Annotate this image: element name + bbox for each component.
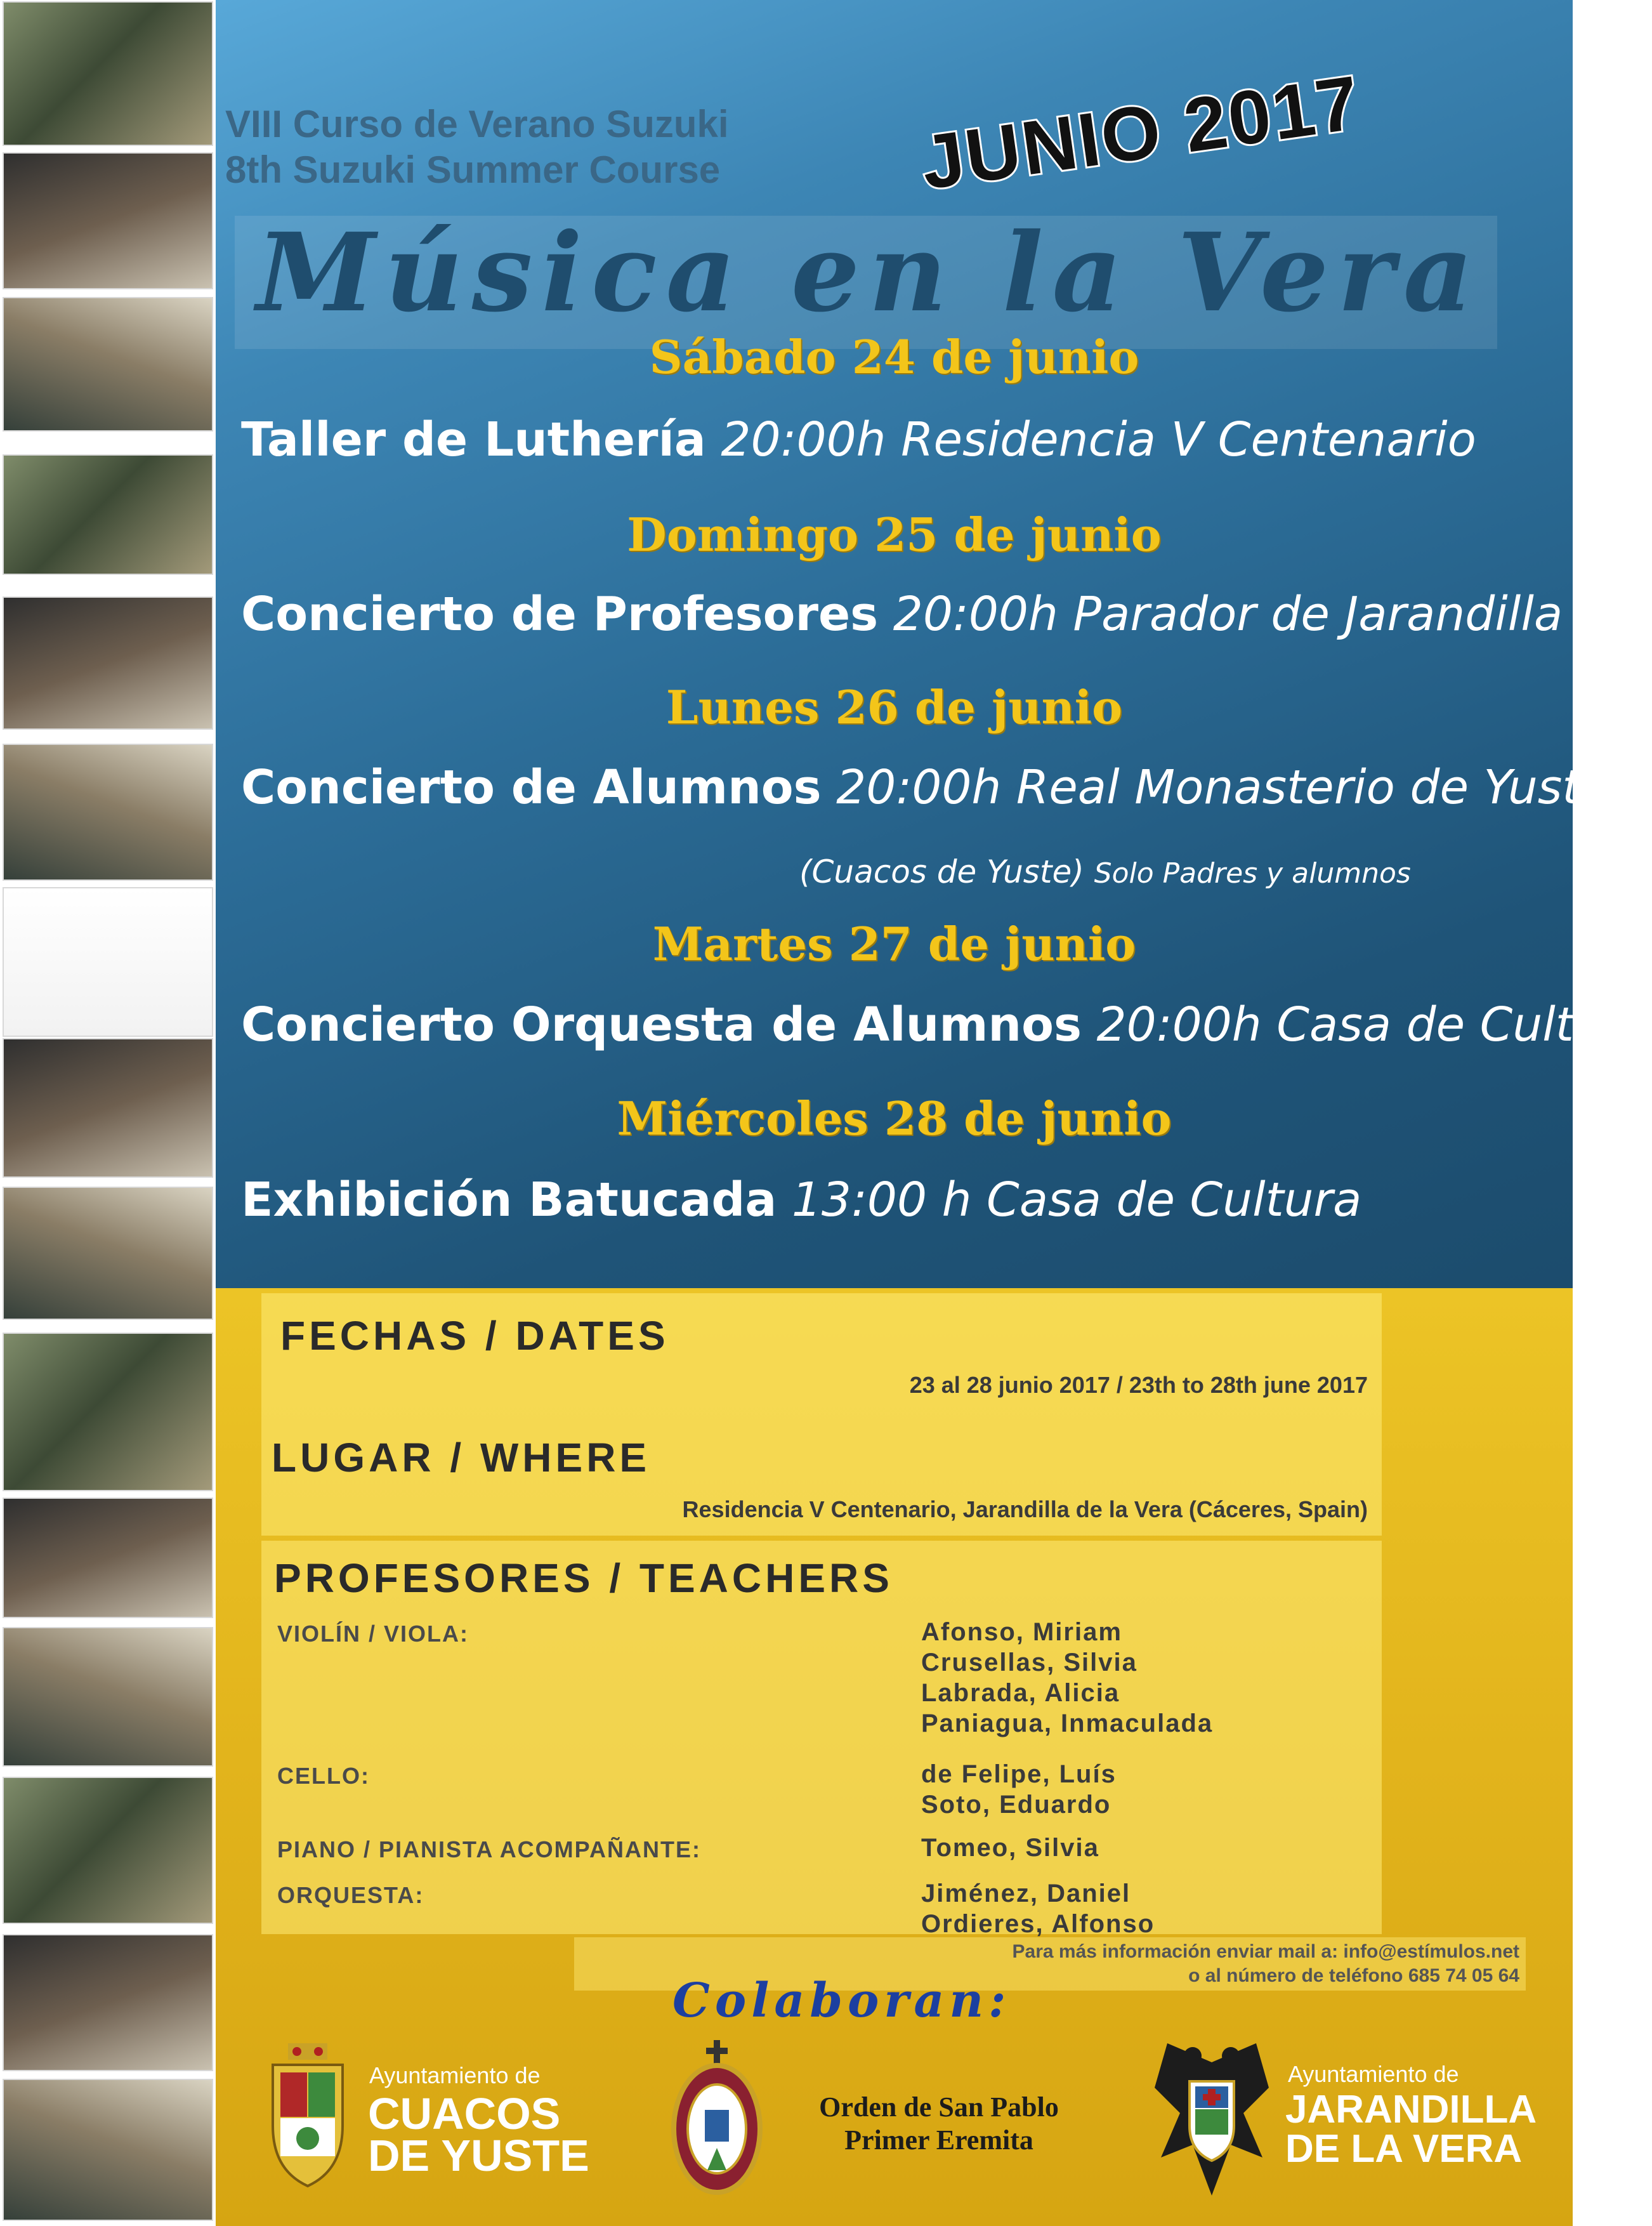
photo-piano-hands <box>3 297 213 431</box>
cuacos-small-label: Ayuntamiento de <box>369 2062 541 2088</box>
photo-conductor <box>3 1498 213 1618</box>
day-heading: Sábado 24 de junio <box>649 330 1139 384</box>
jarandilla-eagle-crest-icon <box>1142 2037 1282 2202</box>
teacher-name: Jiménez, Daniel <box>921 1880 1131 1907</box>
note-location: (Cuacos de Yuste) <box>799 853 1084 890</box>
jarandilla-name <box>1285 2090 1537 2169</box>
jarandilla-line2: DE LA VERA <box>1285 2127 1523 2171</box>
sponsor-jarandilla <box>1142 2037 1548 2208</box>
event-line <box>241 998 1652 1052</box>
teacher-name: Paniagua, Inmaculada <box>921 1709 1214 1737</box>
event-name: Concierto de Alumnos <box>241 760 822 815</box>
orden-crest-icon <box>669 2040 764 2199</box>
where-heading: LUGAR / WHERE <box>272 1435 651 1480</box>
teacher-name: Labrada, Alicia <box>921 1679 1120 1707</box>
teacher-names-orchestra <box>921 1878 1155 1939</box>
where-text: Residencia V Centenario, Jarandilla de la Vera (Cáceres, Spain) <box>682 1496 1368 1522</box>
teachers-heading: PROFESORES / TEACHERS <box>274 1555 893 1601</box>
orden-name <box>793 2091 1085 2157</box>
cuacos-crest-icon <box>266 2043 349 2189</box>
teacher-role-violin: VIOLÍN / VIOLA: <box>277 1621 469 1647</box>
sponsor-orden <box>669 2040 1101 2205</box>
dates-heading: FECHAS / DATES <box>280 1313 669 1359</box>
photo-instrument-workshop <box>3 1934 213 2071</box>
photo-concert-hall <box>3 2079 213 2221</box>
event-time: 20:00h <box>1096 998 1262 1052</box>
jarandilla-small-label: Ayuntamiento de <box>1288 2061 1459 2087</box>
cuacos-name <box>368 2089 589 2180</box>
dates-text: 23 al 28 junio 2017 / 23th to 28th june 2017 <box>909 1372 1368 1398</box>
where-box <box>261 1415 1382 1536</box>
course-header <box>225 102 729 193</box>
teacher-name: Afonso, Miriam <box>921 1618 1122 1646</box>
teacher-name: Tomeo, Silvia <box>921 1834 1099 1862</box>
photo-strip <box>0 0 216 2226</box>
day-heading: Miércoles 28 de junio <box>617 1091 1172 1145</box>
event-time: 20:00h <box>893 587 1058 642</box>
event-name: Concierto Orquesta de Alumnos <box>241 998 1082 1052</box>
event-time: 13:00 h <box>791 1173 972 1227</box>
course-title-en: 8th Suzuki Summer Course <box>225 148 721 191</box>
photo-children-playing <box>3 1 213 146</box>
event-line <box>241 1173 1361 1227</box>
event-time: 20:00h <box>836 760 1002 815</box>
teacher-name: Soto, Eduardo <box>921 1791 1111 1819</box>
event-note <box>799 853 1411 890</box>
photo-swimming-pool <box>3 454 213 575</box>
script-title: Música en la Vera <box>256 209 1482 336</box>
event-name: Exhibición Batucada <box>241 1173 777 1227</box>
event-line <box>241 587 1563 642</box>
day-heading: Domingo 25 de junio <box>627 508 1162 562</box>
event-line <box>241 760 1609 815</box>
event-name: Taller de Luthería <box>241 412 706 467</box>
event-place: Parador de Jarandilla <box>1073 587 1563 642</box>
photo-orchestra-courtyard <box>3 1333 213 1491</box>
orden-line1: Orden de San Pablo <box>819 2091 1059 2123</box>
cuacos-line1: CUACOS <box>368 2089 561 2138</box>
teacher-role-piano: PIANO / PIANISTA ACOMPAÑANTE: <box>277 1836 701 1862</box>
contact-phone-line: o al número de teléfono 685 74 05 64 <box>1188 1965 1519 1986</box>
course-title-es: VIII Curso de Verano Suzuki <box>225 103 729 145</box>
photo-group-class <box>3 744 213 881</box>
teacher-role-orchestra: ORQUESTA: <box>277 1882 424 1908</box>
teacher-names-cello <box>921 1759 1117 1820</box>
teacher-name: de Felipe, Luís <box>921 1760 1117 1788</box>
photo-floor-lesson <box>3 1187 213 1320</box>
orden-line2: Primer Eremita <box>844 2124 1033 2156</box>
cuacos-line2: DE YUSTE <box>368 2131 589 2180</box>
note-restriction: Solo Padres y alumnos <box>1094 857 1411 890</box>
event-line <box>241 412 1476 467</box>
event-time: 20:00h <box>721 412 886 467</box>
event-place: Real Monasterio de Yuste <box>1016 760 1609 815</box>
photo-child-violin-bow <box>3 887 213 1037</box>
event-name: Concierto de Profesores <box>241 587 879 642</box>
day-heading: Lunes 26 de junio <box>665 680 1123 734</box>
event-place: Casa de Cultura <box>987 1173 1362 1227</box>
photo-outdoor-concert <box>3 1627 213 1767</box>
schedule-panel <box>216 0 1652 1288</box>
teachers-box <box>261 1541 1382 1938</box>
teacher-names-piano <box>921 1833 1099 1863</box>
event-place: Residencia V Centenario <box>901 412 1476 467</box>
photo-violinist-stage <box>3 152 213 289</box>
teacher-name: Crusellas, Silvia <box>921 1649 1137 1676</box>
year-title: JUNIO 2017 <box>916 60 1366 206</box>
photo-young-musicians <box>3 1777 213 1924</box>
collaborators-label: Colaboran: <box>672 1973 1011 2028</box>
day-heading: Martes 27 de junio <box>652 917 1136 971</box>
photo-cello-lesson <box>3 1038 213 1178</box>
dates-box <box>261 1293 1382 1415</box>
teacher-names-violin <box>921 1617 1213 1739</box>
contact-email-line: Para más información enviar mail a: info@estímulos.net <box>1012 1941 1519 1962</box>
jarandilla-line1: JARANDILLA <box>1285 2088 1537 2131</box>
photo-girl-violin <box>3 596 213 730</box>
teacher-name: Ordieres, Alfonso <box>921 1910 1155 1938</box>
teacher-role-cello: CELLO: <box>277 1763 370 1789</box>
event-place: Casa de Cultura <box>1276 998 1652 1052</box>
sponsor-cuacos <box>266 2043 596 2202</box>
